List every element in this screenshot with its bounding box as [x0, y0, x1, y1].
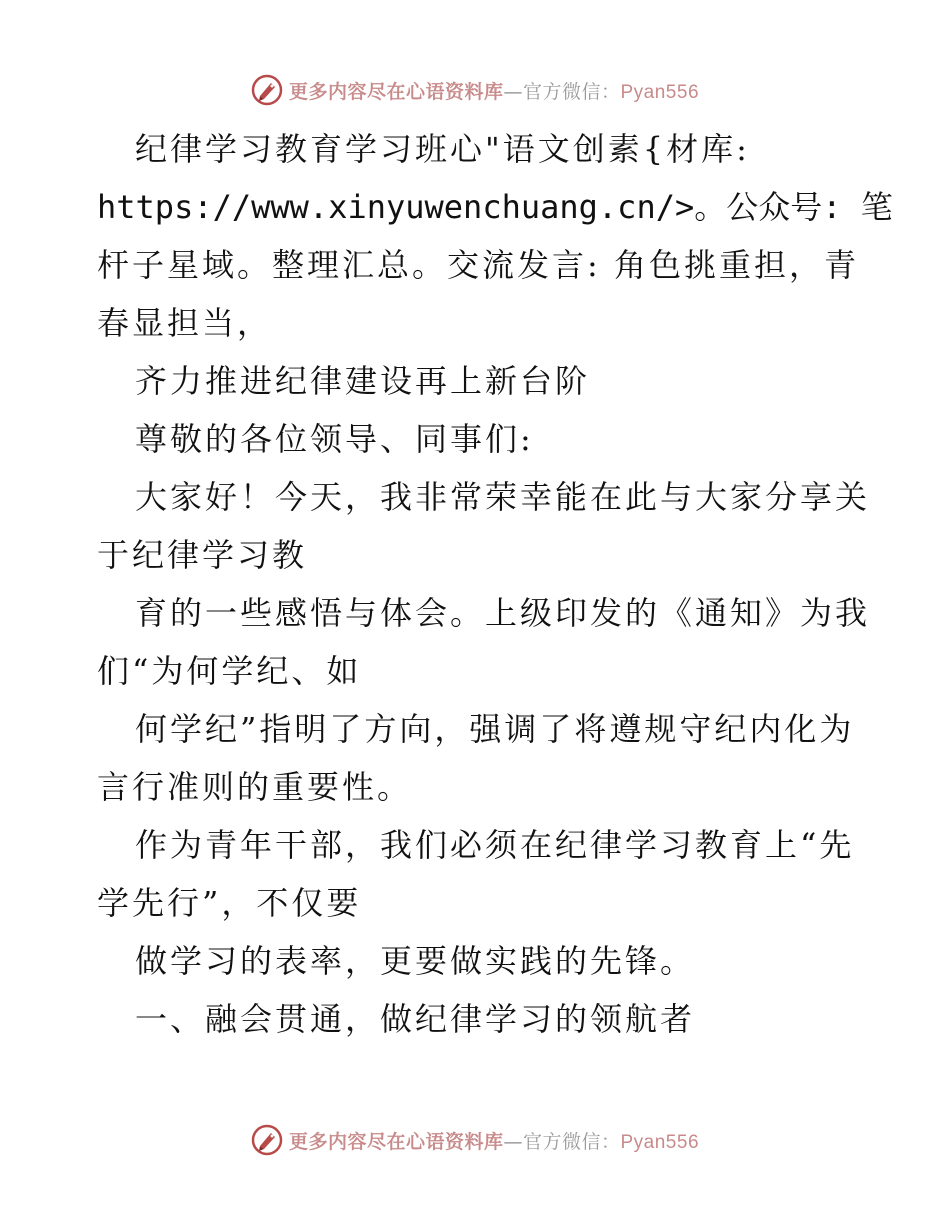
- banner-title: 更多内容尽在心语资料库: [288, 80, 504, 103]
- banner-inner: [251, 1124, 699, 1156]
- text-line: 育的一些感悟与体会。上级印发的《通知》为我: [135, 594, 871, 632]
- text-line: 尊敬的各位领导、同事们:: [135, 420, 534, 458]
- text-line: 学先行”，不仅要: [97, 884, 362, 922]
- text-line: 做学习的表率，更要做实践的先锋。: [135, 942, 696, 980]
- pen-logo-icon: [251, 1124, 283, 1156]
- text-line: 杆子星域。整理汇总。交流发言: 角色挑重担，青: [97, 246, 859, 284]
- text-line: 于纪律学习教: [97, 536, 308, 574]
- banner-wechat-id: Pyan556: [620, 1131, 700, 1153]
- text-line: 作为青年干部，我们必须在纪律学习教育上“先: [135, 826, 855, 864]
- banner-title: 更多内容尽在心语资料库: [288, 1130, 504, 1153]
- banner-wechat-id: Pyan556: [620, 81, 700, 103]
- text-line: 齐力推进纪律建设再上新台阶: [135, 362, 591, 400]
- footer-banner: [0, 1120, 950, 1160]
- header-banner: [0, 70, 950, 110]
- pen-logo-icon: [251, 74, 283, 106]
- text-line: https://www.xinyuwenchuang.cn/>。公众号: 笔: [97, 188, 893, 226]
- text-line: 何学纪”指明了方向，强调了将遵规守纪内化为: [135, 710, 855, 748]
- text-line: 纪律学习教育学习班心"语文创素{材库:: [135, 130, 750, 168]
- banner-dash: —: [503, 80, 523, 103]
- text-line: 言行准则的重要性。: [97, 768, 413, 806]
- section-heading: 一、融会贯通，做纪律学习的领航者: [135, 1000, 696, 1038]
- banner-dash: —: [503, 1130, 523, 1153]
- document-body: [97, 120, 893, 1048]
- banner-wechat-label: 官方微信：: [522, 80, 621, 103]
- banner-inner: [251, 74, 699, 106]
- banner-text: [289, 77, 699, 104]
- text-line: 春显担当，: [97, 304, 273, 342]
- banner-text: [289, 1127, 699, 1154]
- text-line: 大家好！今天，我非常荣幸能在此与大家分享关: [135, 478, 871, 516]
- text-line: 们“为何学纪、如: [97, 652, 362, 690]
- banner-wechat-label: 官方微信：: [522, 1130, 621, 1153]
